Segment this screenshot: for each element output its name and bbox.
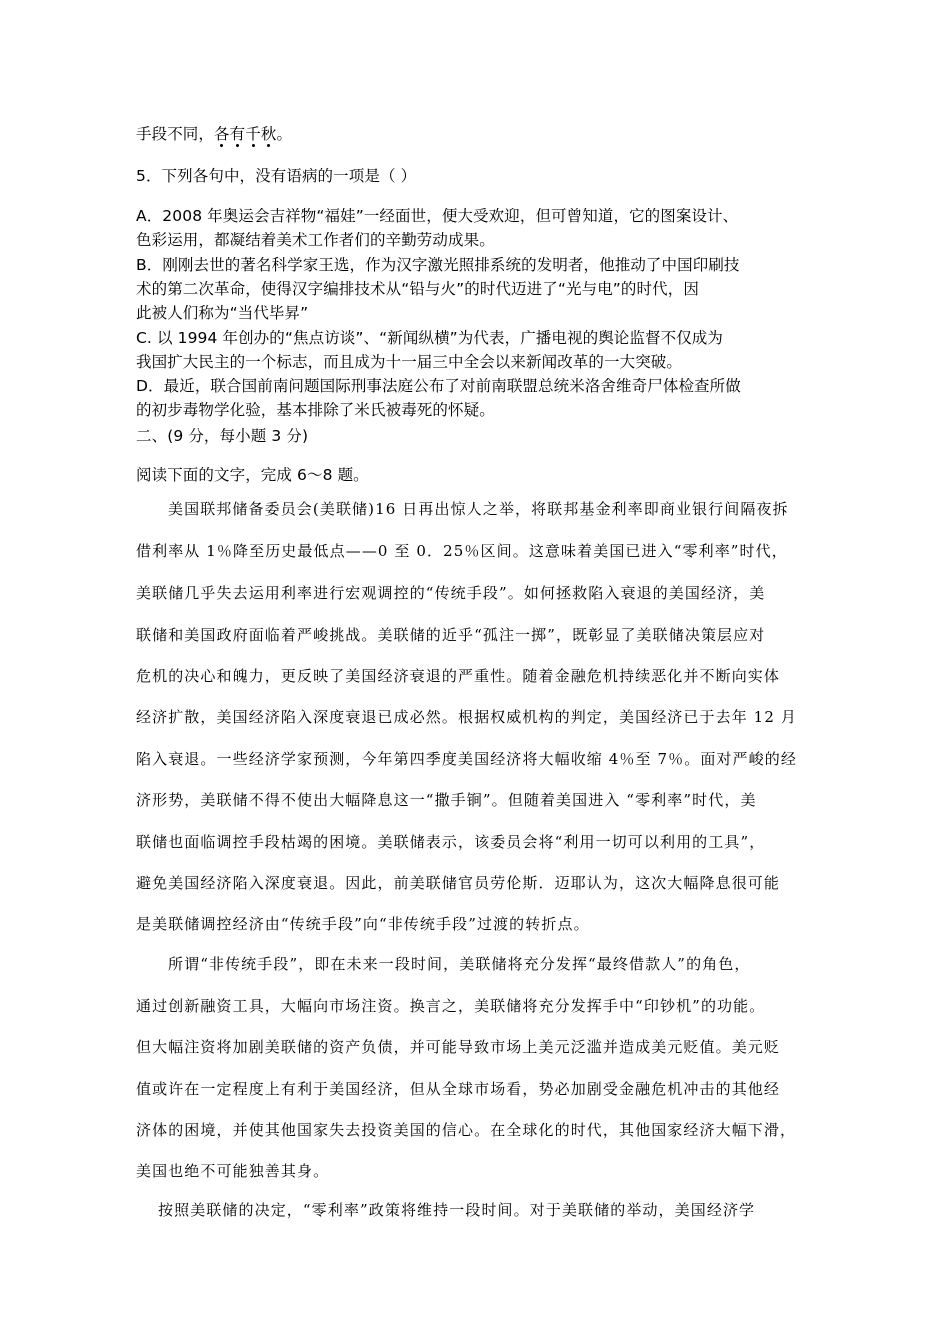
option-d-line: 的初步毒物学化验，基本排除了米氏被毒死的怀疑。 [136, 401, 495, 419]
option-a-line: A．2008 年奥运会吉祥物“福娃”一经面世，便大受欢迎，但可曾知道，它的图案设计、 [136, 207, 739, 225]
section-heading: 二、(9 分，每小题 3 分) [136, 427, 309, 445]
passage-line: 值或许在一定程度上有利于美国经济，但从全球市场看，势必加剧受金融危机冲击的其他经 [136, 1080, 781, 1098]
passage-line: 联储和美国政府面临着严峻挑战。美联储的近乎“孤注一掷”，既彰显了美联储决策层应对 [136, 626, 766, 644]
passage-line: 济体的困境，并使其他国家失去投资美国的信心。在全球化的时代，其他国家经济大幅下滑， [136, 1121, 797, 1139]
passage-line: 经济扩散，美国经济陷入深度衰退已成必然。根据权威机构的判定，美国经济已于去年 12 月 [136, 708, 797, 726]
option-b-line: 此被人们称为“当代毕昇” [136, 304, 309, 322]
passage-line: 但大幅注资将加剧美联储的资产负债，并可能导致市场上美元泛滥并造成美元贬值。美元贬 [136, 1038, 781, 1056]
option-d-line: D．最近，联合国前南问题国际刑事法庭公布了对前南联盟总统米洛舍维奇尸体检查所做 [136, 377, 741, 395]
passage-line: 避免美国经济陷入深度衰退。因此，前美联储官员劳伦斯．迈耶认为，这次大幅降息很可能 [136, 874, 781, 892]
passage-line: 美国联邦储备委员会(美联储)16 日再出惊人之举，将联邦基金利率即商业银行间隔夜拆 [168, 500, 789, 518]
question-5-stem: 5．下列各句中，没有语病的一项是（ ） [136, 167, 417, 185]
reading-instruction: 阅读下面的文字，完成 6～8 题。 [136, 466, 369, 484]
emphasis-char: 千 [245, 125, 261, 143]
passage-line: 借利率从 1％降至历史最低点——0 至 0．25％区间。这意味着美国已进入“零利率”时代， [136, 542, 788, 560]
intro-fragment [136, 124, 292, 144]
emphasis-char: 有 [229, 125, 246, 143]
passage-line: 通过创新融资工具，大幅向市场注资。换言之，美联储将充分发挥手中“印钞机”的功能。 [136, 997, 766, 1015]
option-b-line: B．刚刚去世的著名科学家王选，作为汉字激光照排系统的发明者，他推动了中国印刷技 [136, 256, 740, 274]
passage-line: 联储也面临调控手段枯竭的困境。美联储表示，该委员会将“利用一切可以利用的工具”， [136, 833, 766, 851]
passage-line: 所谓“非传统手段”，即在未来一段时间，美联储将充分发挥“最终借款人”的角色， [168, 955, 751, 973]
emphasis-char: 各 [214, 125, 230, 143]
passage-line: 是美联储调控经济由“传统手段”向“非传统手段”过渡的转折点。 [136, 915, 590, 933]
passage-line: 美国也绝不可能独善其身。 [136, 1162, 330, 1180]
passage-line: 美联储几乎失去运用利率进行宏观调控的“传统手段”。如何拯救陷入衰退的美国经济，美 [136, 584, 766, 602]
passage-line: 济形势，美联储不得不使出大幅降息这一“撒手锏”。但随着美国进入 “零利率”时代，美 [136, 791, 757, 809]
intro-text: 手段不同， [136, 125, 215, 143]
passage-line: 陷入衰退。一些经济学家预测，今年第四季度美国经济将大幅收缩 4％至 7％。面对严峻的经 [136, 750, 797, 768]
intro-text-end: 。 [276, 125, 293, 143]
option-c-line: 我国扩大民主的一个标志，而且成为十一届三中全会以来新闻改革的一大突破。 [136, 353, 683, 371]
passage-line: 按照美联储的决定，“零利率”政策将维持一段时间。对于美联储的举动，美国经济学 [158, 1201, 756, 1219]
option-b-line: 术的第二次革命，使得汉字编排技术从“铅与火”的时代迈进了“光与电”的时代，因 [136, 280, 699, 298]
option-c-line: C. 以 1994 年创办的“焦点访谈”、“新闻纵横”为代表，广播电视的舆论监督不仅成为 [136, 329, 723, 347]
option-a-line: 色彩运用，都凝结着美术工作者们的辛勤劳动成果。 [136, 231, 495, 249]
emphasis-char: 秋 [260, 125, 277, 143]
passage-line: 危机的决心和魄力，更反映了美国经济衰退的严重性。随着金融危机持续恶化并不断向实体 [136, 667, 781, 685]
